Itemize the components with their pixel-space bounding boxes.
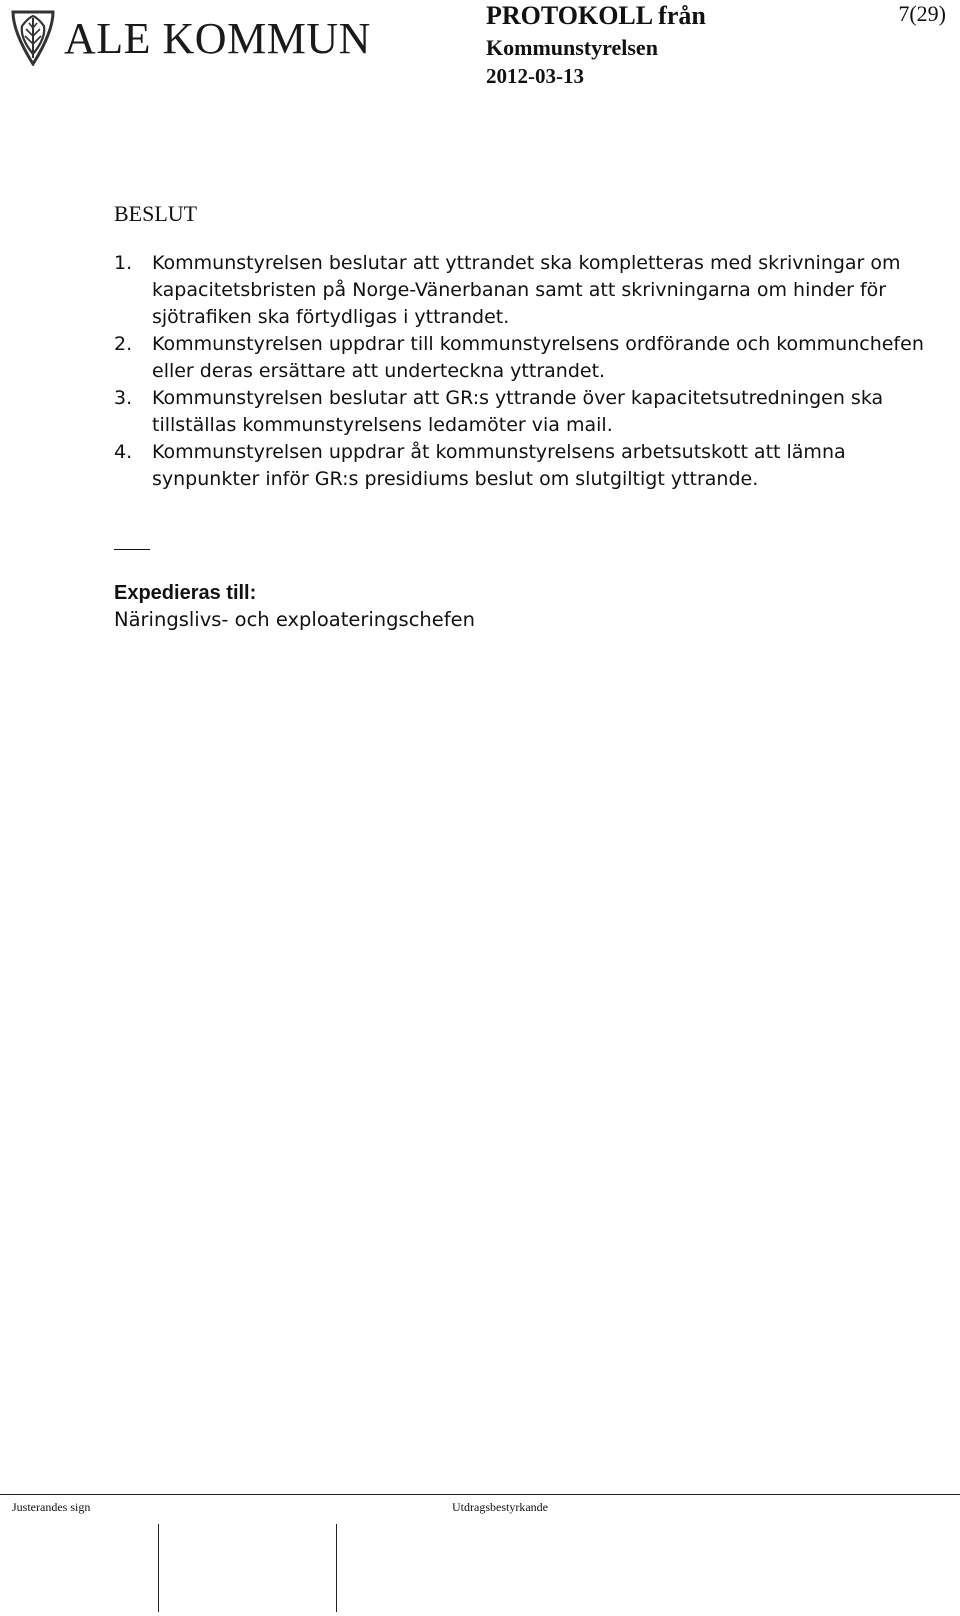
signature-divider bbox=[158, 1524, 159, 1612]
footer-divider bbox=[0, 1494, 960, 1495]
document-body bbox=[114, 200, 944, 633]
decision-list bbox=[114, 250, 944, 493]
list-item bbox=[114, 250, 944, 331]
list-item-text: Kommunstyrelsen uppdrar till kommunstyrelsens ordförande och kommunchefen eller deras ersättare att underteckna yttrandet. bbox=[152, 333, 924, 382]
logo-wordmark: ALE KOMMUN bbox=[64, 14, 371, 63]
signature-divider bbox=[336, 1524, 337, 1612]
list-item-text: Kommunstyrelsen beslutar att yttrandet ska kompletteras med skrivningar om kapacitetsbristen på Norge-Vänerbanan samt att skrivningarna om hinder för sjötrafiken ska förtydligas i yttrandet. bbox=[152, 252, 901, 328]
protocol-body-name: Kommunstyrelsen bbox=[486, 35, 658, 60]
separator-line bbox=[114, 549, 150, 550]
utdragsbestyrkande-label: Utdragsbestyrkande bbox=[452, 1500, 548, 1514]
list-item-text: Kommunstyrelsen beslutar att GR:s yttrande över kapacitetsutredningen ska tillställas kommunstyrelsens ledamöter via mail. bbox=[152, 387, 884, 436]
list-item-number: 1. bbox=[114, 252, 133, 274]
list-item bbox=[114, 331, 944, 385]
list-item-number: 4. bbox=[114, 441, 133, 463]
list-item-number: 2. bbox=[114, 333, 133, 355]
list-item bbox=[114, 385, 944, 439]
list-item-number: 3. bbox=[114, 387, 133, 409]
page-number: 7(29) bbox=[898, 1, 946, 26]
list-item bbox=[114, 439, 944, 493]
ale-kommun-logo bbox=[10, 8, 371, 66]
justerandes-sign-label: Justerandes sign bbox=[12, 1500, 91, 1514]
list-item-text: Kommunstyrelsen uppdrar åt kommunstyrelsens arbetsutskott att lämna synpunkter inför GR:s presidiums beslut om slutgiltigt yttrande. bbox=[152, 441, 846, 490]
expedieras-recipient: Näringslivs- och exploateringschefen bbox=[114, 608, 475, 631]
protocol-date: 2012-03-13 bbox=[486, 64, 584, 88]
section-heading: BESLUT bbox=[114, 201, 198, 226]
protocol-title: PROTOKOLL från bbox=[486, 1, 706, 30]
signature-footer bbox=[0, 1494, 960, 1616]
expedieras-label: Expedieras till: bbox=[114, 582, 257, 604]
leaf-emblem-icon bbox=[10, 8, 56, 66]
